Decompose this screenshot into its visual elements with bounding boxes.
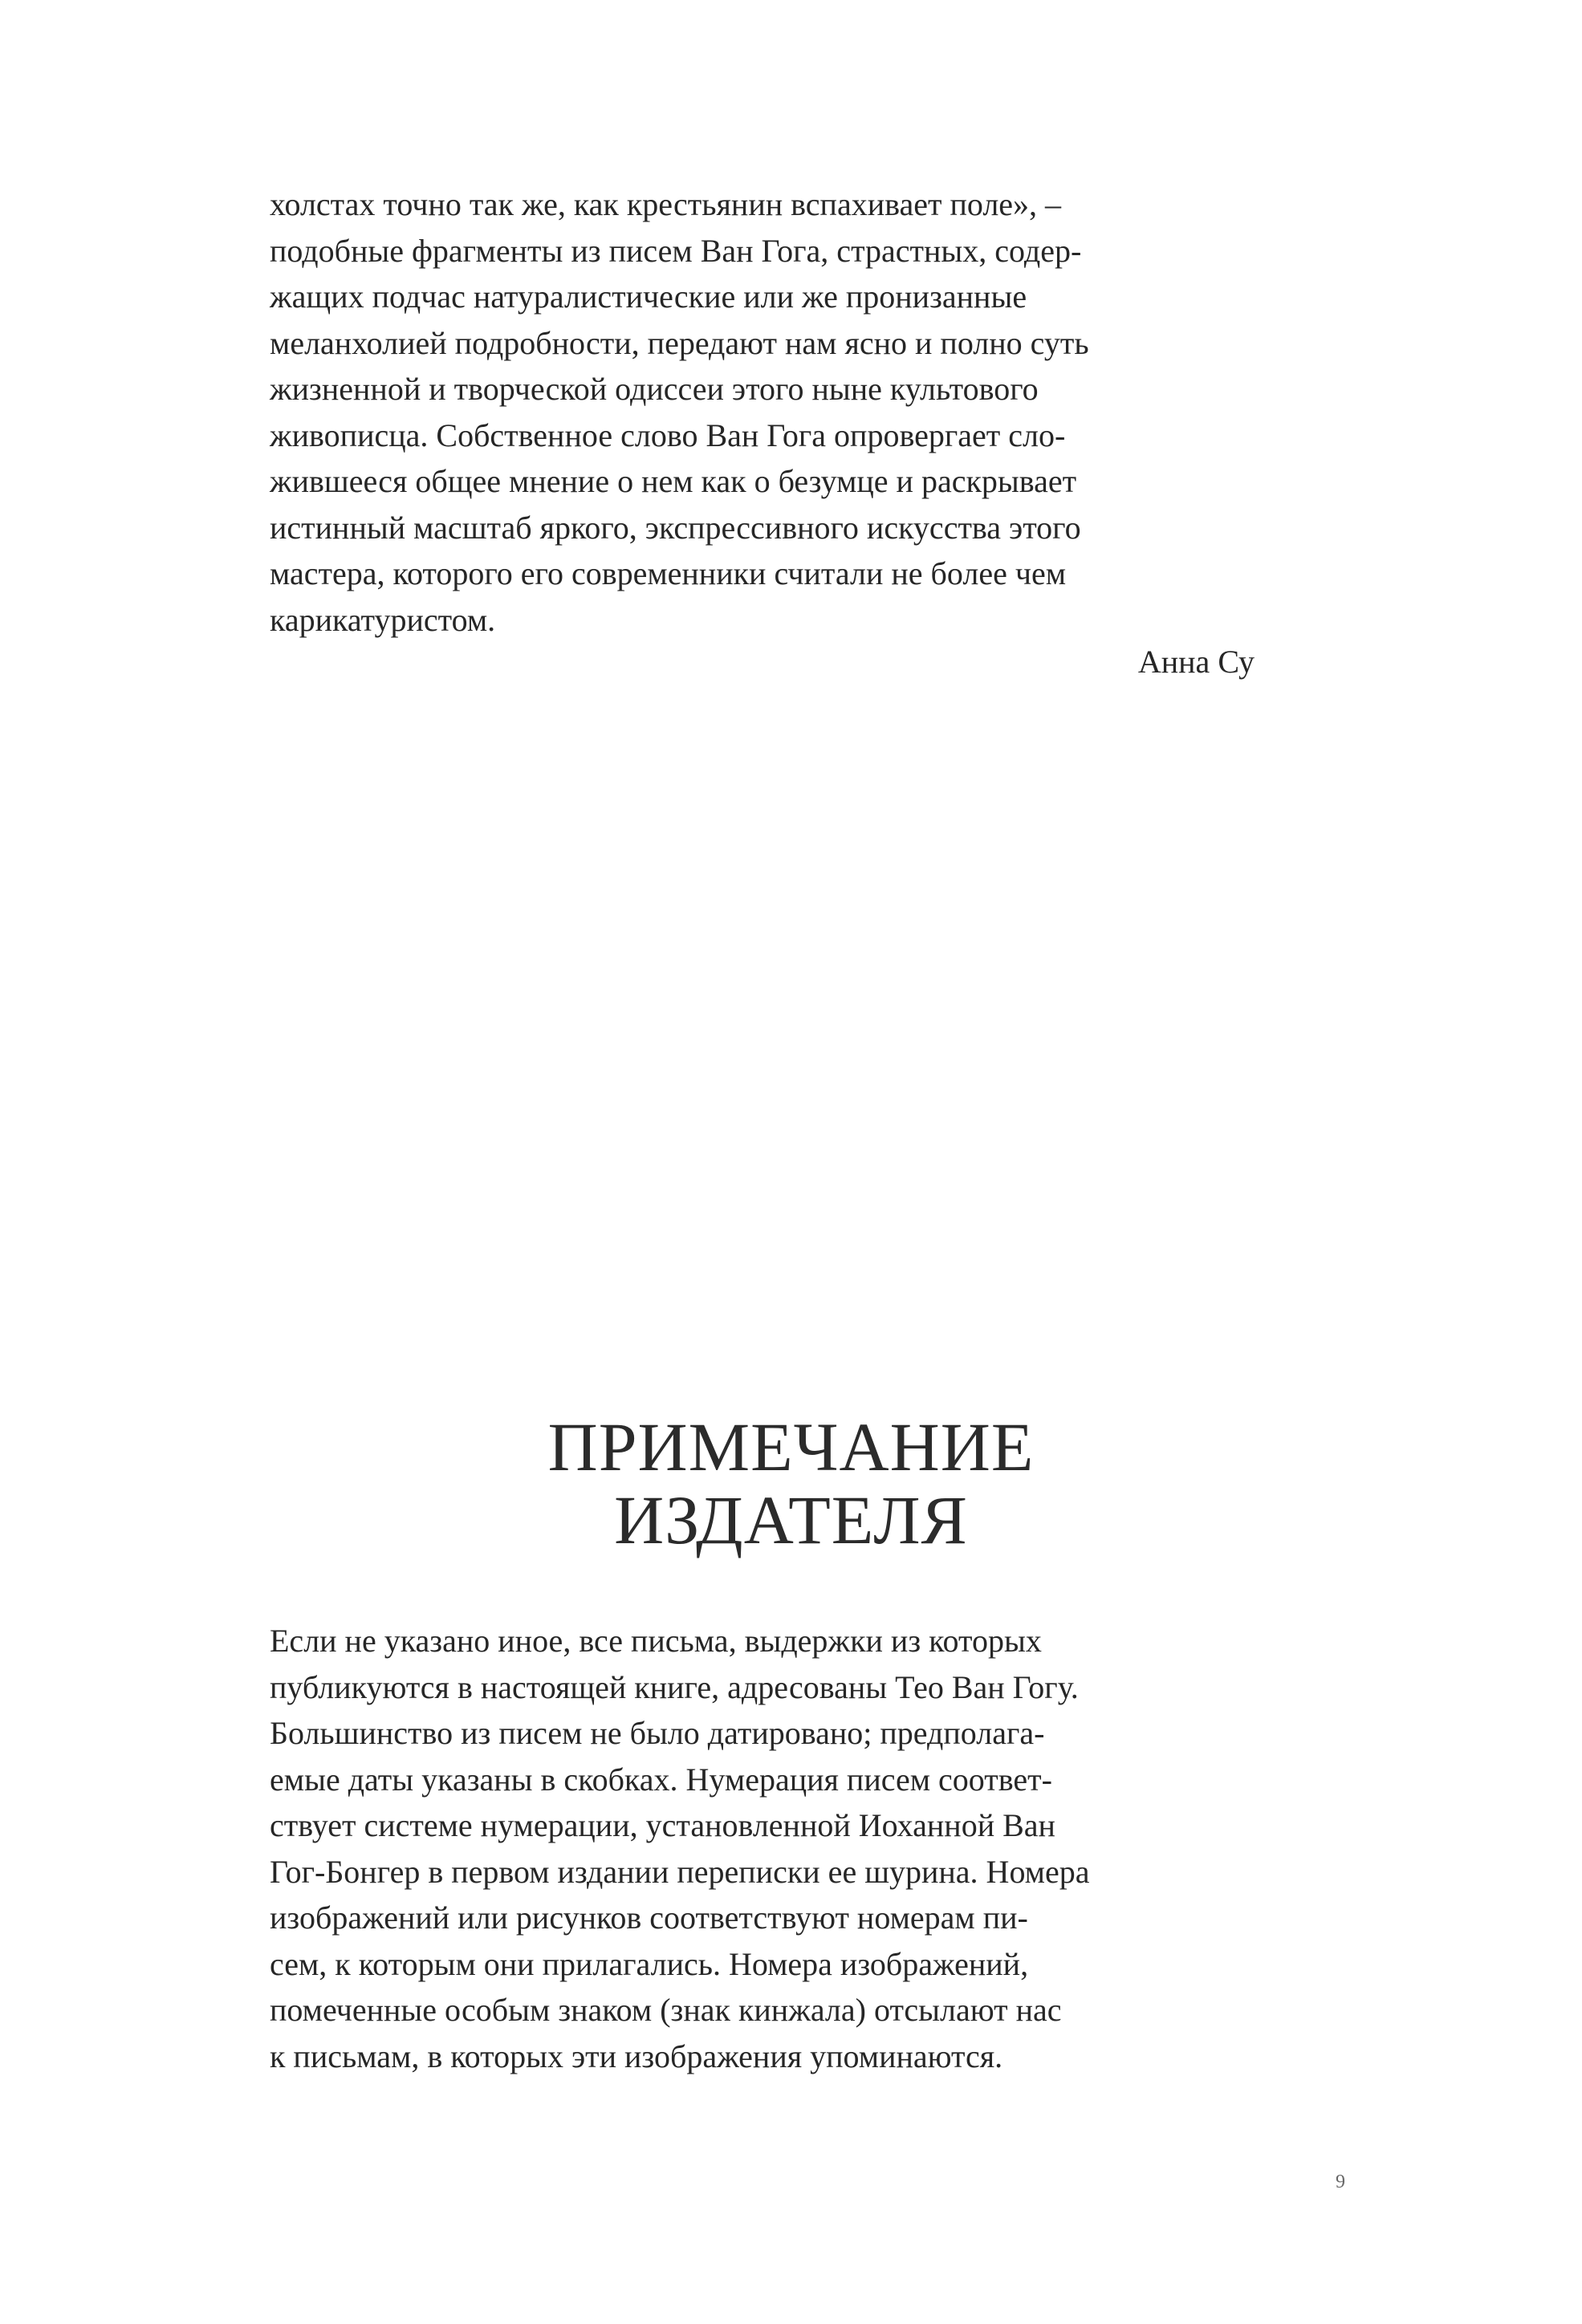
- note-line: емые даты указаны в скобках. Нумерация писем соответ-: [270, 1761, 1052, 1798]
- note-line: Если не указано иное, все письма, выдержки из которых: [270, 1623, 1042, 1659]
- intro-line: карикатуристом.: [270, 601, 496, 638]
- note-line: к письмам, в которых эти изображения упоминаются.: [270, 2038, 1003, 2074]
- note-line: сем, к которым они прилагались. Номера изображений,: [270, 1945, 1029, 1982]
- author-signature: Анна Су: [1137, 644, 1255, 680]
- intro-line: подобные фрагменты из писем Ван Гога, страстных, содер-: [270, 232, 1082, 269]
- page-number: 9: [1336, 2172, 1345, 2192]
- intro-line: жившееся общее мнение о нем как о безумце и раскрывает: [270, 463, 1077, 499]
- note-line: помеченные особым знаком (знак кинжала) отсылают нас: [270, 1992, 1062, 2028]
- section-title: [0, 1408, 1582, 1558]
- intro-line: живописца. Собственное слово Ван Гога опровергает сло-: [270, 416, 1066, 453]
- note-line: изображений или рисунков соответствуют номерам пи-: [270, 1899, 1028, 1936]
- publisher-note-paragraph: [270, 1618, 1313, 2079]
- note-line: ствует системе нумерации, установленной Иоханной Ван: [270, 1807, 1055, 1843]
- note-line: Гог-Бонгер в первом издании переписки ее шурина. Номера: [270, 1853, 1090, 1890]
- intro-line: мастера, которого его современники считали не более чем: [270, 555, 1067, 591]
- intro-line: меланхолией подробности, передают нам ясно и полно суть: [270, 324, 1089, 361]
- section-title-line: ИЗДАТЕЛЯ: [614, 1481, 968, 1558]
- intro-paragraph: [270, 181, 1313, 643]
- intro-line: жащих подчас натуралистические или же пронизанные: [270, 278, 1027, 315]
- intro-line: холстах точно так же, как крестьянин вспахивает поле», –: [270, 186, 1062, 222]
- intro-line: жизненной и творческой одиссеи этого ныне культового: [270, 371, 1039, 407]
- note-line: Большинство из писем не было датировано; предполага-: [270, 1715, 1045, 1751]
- intro-line: истинный масштаб яркого, экспрессивного искусства этого: [270, 509, 1081, 546]
- section-title-line: ПРИМЕЧАНИЕ: [547, 1408, 1035, 1485]
- note-line: публикуются в настоящей книге, адресованы Тео Ван Гогу.: [270, 1668, 1079, 1705]
